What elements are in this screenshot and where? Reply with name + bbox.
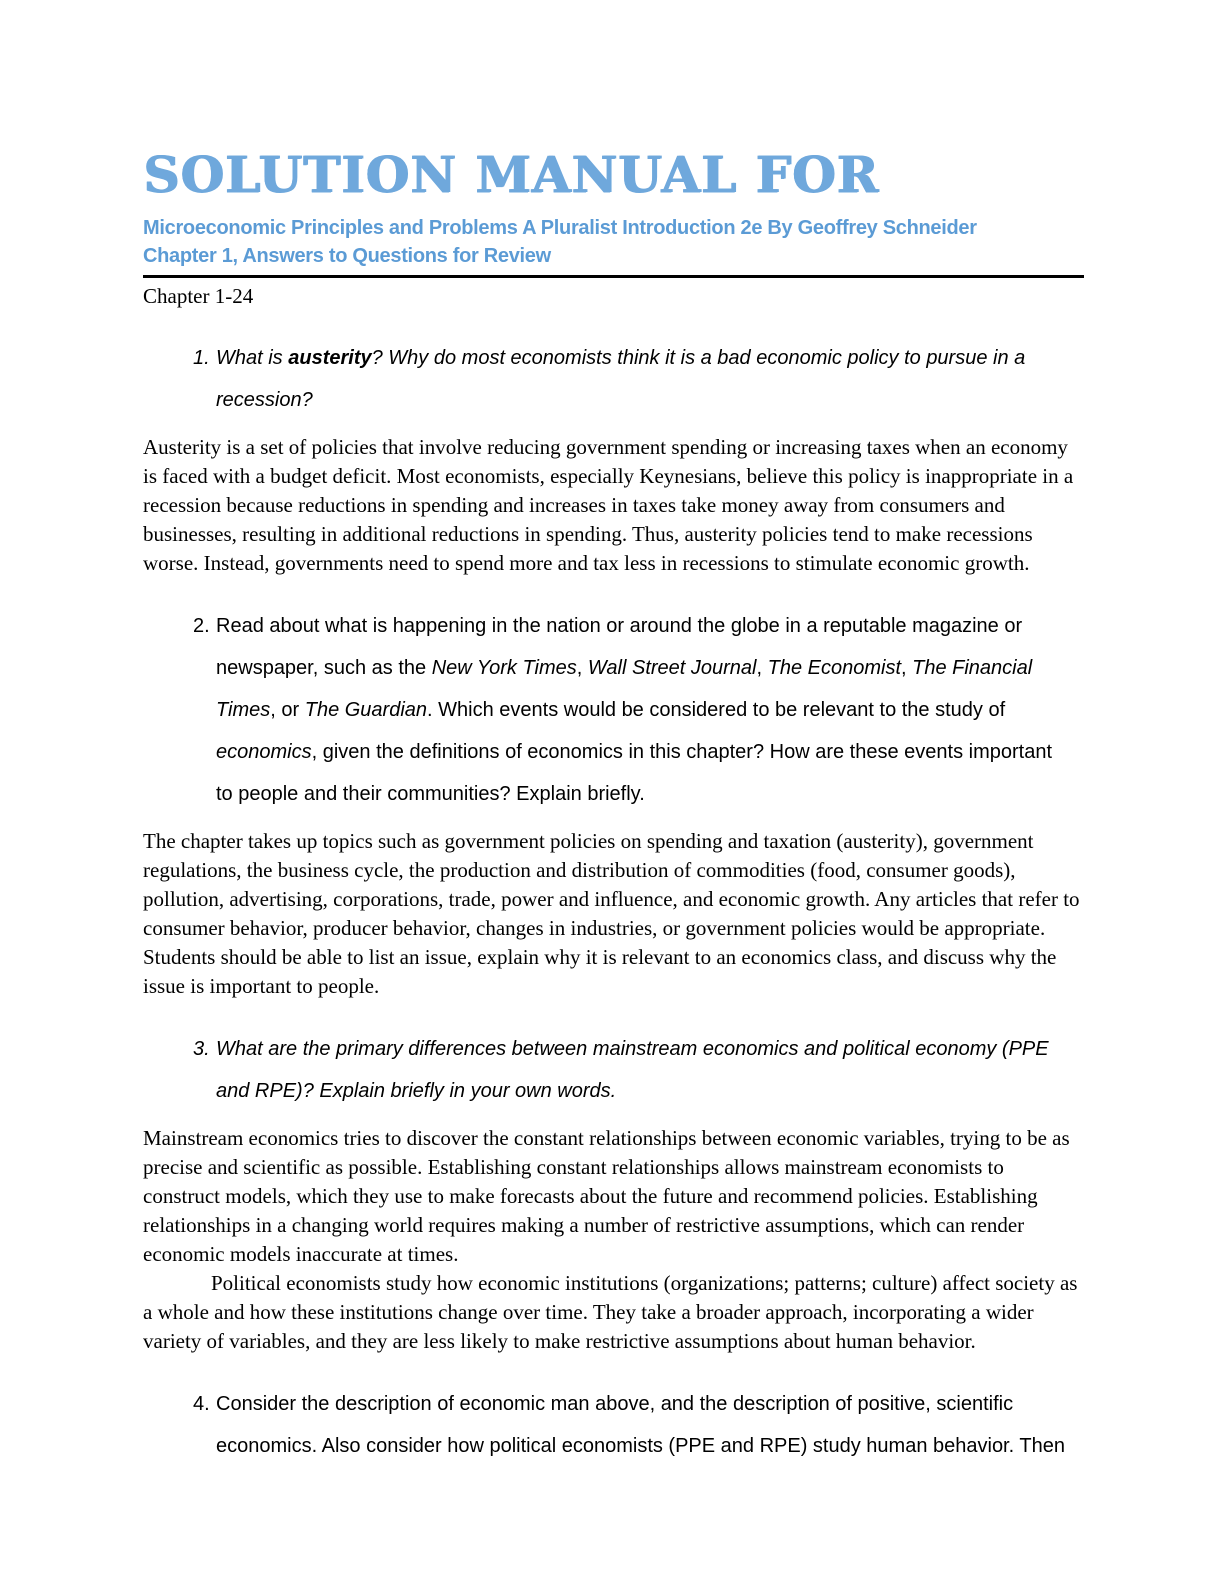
document-content — [143, 146, 1084, 1479]
answer-3-group — [143, 1124, 1084, 1356]
page-title: SOLUTION MANUAL FOR — [143, 145, 879, 204]
question-2-text: Read about what is happening in the nation or around the globe in a reputable magazine or newspaper, such as the New York Times, Wall Street Journal, The Economist, The Financial Times, or The Guardian. Which events would be considered to be relevant to the study of economics, given the definitions of economics in this chapter? How are these events important to people and their communities? Explain briefly. — [216, 615, 1053, 805]
subtitle-line-1: Microeconomic Principles and Problems A Pluralist Introduction 2e By Geoffrey Schneider — [143, 217, 977, 239]
question-2-number: 2. — [193, 615, 210, 637]
question-item-1 — [193, 337, 1065, 421]
question-3-number: 3. — [193, 1038, 210, 1060]
document-subtitle — [143, 214, 1084, 270]
chapter-label: Chapter 1-24 — [143, 284, 254, 308]
answer-3-paragraph-2: Political economists study how economic institutions (organizations; patterns; culture) affect society as a whole and how these institutions change over time. They take a broader approach, incorporating a wider variety of variables, and they are less likely to make restrictive assumptions about human behavior. — [143, 1271, 1078, 1353]
subtitle-line-2: Chapter 1, Answers to Questions for Review — [143, 245, 551, 267]
document-body — [143, 337, 1084, 1467]
question-4-number: 4. — [193, 1393, 210, 1415]
question-3-text: What are the primary differences between mainstream economics and political economy (PPE and RPE)? Explain briefly in your own words. — [216, 1038, 1049, 1102]
document-header — [143, 146, 1084, 310]
question-1-number: 1. — [193, 347, 210, 369]
answer-2-paragraph: The chapter takes up topics such as government policies on spending and taxation (austerity), government regulations, the business cycle, the production and distribution of commodities (food, consumer goods), pollution, advertising, corporations, trade, power and influence, and economic growth. Any articles that refer to consumer behavior, producer behavior, changes in industries, or government policies would be appropriate. Students should be able to list an issue, explain why it is relevant to an economics class, and discuss why the issue is important to people. — [143, 829, 1080, 998]
question-4-text: Consider the description of economic man above, and the description of positive, scientific economics. Also consider how political economists (PPE and RPE) study human behavior. Then — [216, 1393, 1065, 1457]
answer-1-paragraph: Austerity is a set of policies that involve reducing government spending or increasing taxes when an economy is faced with a budget deficit. Most economists, especially Keynesians, believe this policy is inappropriate in a recession because reductions in spending and increases in taxes take money away from consumers and businesses, resulting in additional reductions in spending. Thus, austerity policies tend to make recessions worse. Instead, governments need to spend more and tax less in recessions to stimulate economic growth. — [143, 435, 1074, 575]
header-divider — [143, 275, 1084, 278]
question-item-4 — [193, 1383, 1065, 1467]
question-1-text: What is austerity? Why do most economists think it is a bad economic policy to pursue in a recession? — [216, 347, 1026, 411]
question-item-2 — [193, 605, 1065, 815]
answer-3-paragraph-1: Mainstream economics tries to discover the constant relationships between economic variables, trying to be as precise and scientific as possible. Establishing constant relationships allows mainstream economists to construct models, which they use to make forecasts about the future and recommend policies. Establishing relationships in a changing world requires making a number of restrictive assumptions, which can render economic models inaccurate at times. — [143, 1126, 1070, 1266]
question-item-3 — [193, 1028, 1065, 1112]
